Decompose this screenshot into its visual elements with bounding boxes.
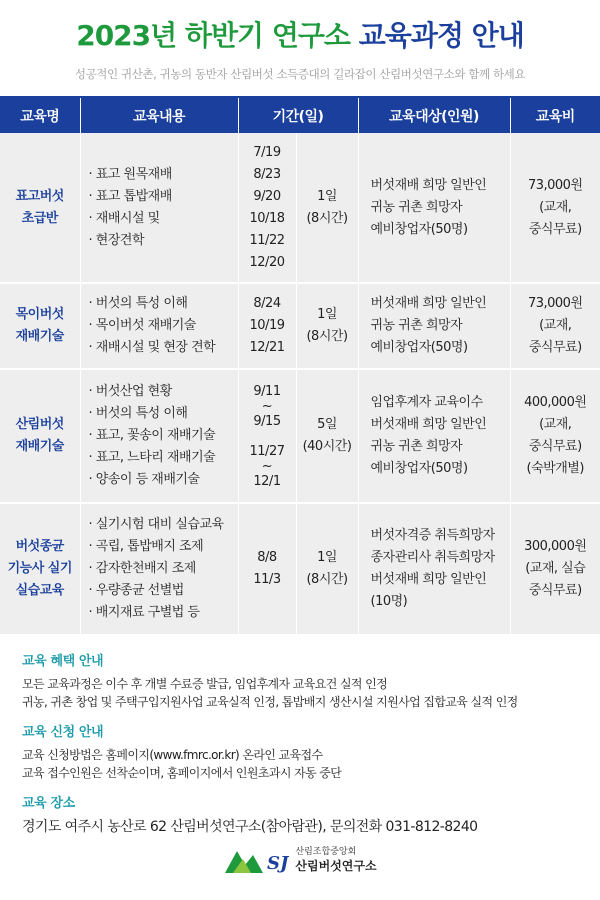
logo-text: SJ	[267, 853, 289, 874]
application-line: 교육 접수인원은 선착순이며, 홈페이지에서 인원초과시 자동 중단	[22, 766, 342, 780]
course-duration: 1일 (8시간)	[296, 503, 358, 635]
header-course-name: 교육명	[0, 98, 80, 133]
table-row	[0, 283, 600, 369]
course-duration: 1일 (8시간)	[296, 283, 358, 369]
content-item: · 표고 톱밥재배	[89, 186, 238, 208]
table-row	[0, 503, 600, 635]
benefits-title: 교육 혜택 안내	[22, 654, 104, 669]
course-table	[0, 98, 600, 636]
header-period: 기간(일)	[238, 98, 358, 133]
course-duration: 1일 (8시간)	[296, 133, 358, 283]
table-row	[0, 369, 600, 503]
course-name: 표고버섯 초급반	[0, 133, 80, 283]
application-line: 교육 신청방법은 홈페이지(www.fmrc.or.kr) 온라인 교육접수	[22, 748, 323, 762]
header	[0, 0, 600, 82]
info-section	[0, 636, 600, 837]
page-title	[12, 18, 588, 54]
content-item: · 재배시설 및	[89, 208, 238, 230]
content-item: · 버섯의 특성 이해	[89, 403, 238, 425]
org-name-block	[295, 846, 376, 874]
course-target: 버섯재배 희망 일반인 귀농 귀촌 희망자 예비창업자(50명)	[358, 283, 510, 369]
course-dates: 8/24 10/19 12/21	[238, 283, 296, 369]
org-parent-name: 산림조합중앙회	[295, 847, 357, 857]
application-section	[22, 721, 580, 782]
course-target: 임업후계자 교육이수 버섯재배 희망 일반인 귀농 귀촌 희망자 예비창업자(50명)	[358, 369, 510, 503]
content-item: · 양송이 등 재배기술	[89, 469, 238, 491]
content-item: · 재배시설 및 현장 견학	[89, 337, 238, 359]
header-fee: 교육비	[510, 98, 600, 133]
course-name: 목이버섯 재배기술	[0, 283, 80, 369]
application-title: 교육 신청 안내	[22, 725, 104, 740]
course-content	[80, 283, 238, 369]
course-content	[80, 503, 238, 635]
content-item: · 표고, 느타리 재배기술	[89, 447, 238, 469]
course-dates: 7/19 8/23 9/20 10/18 11/22 12/20	[238, 133, 296, 283]
course-target: 버섯자격증 취득희망자 종자관리사 취득희망자 버섯재배 희망 일반인 (10명)	[358, 503, 510, 635]
content-item: · 버섯산업 현황	[89, 381, 238, 403]
content-item: · 버섯의 특성 이해	[89, 293, 238, 315]
course-duration: 5일 (40시간)	[296, 369, 358, 503]
mushroom-logo-icon	[223, 843, 289, 877]
page-subtitle: 성공적인 귀산촌, 귀농의 동반자 산림버섯 소득증대의 길라잡이 산림버섯연구소와 함께 하세요	[74, 67, 526, 81]
content-item: · 배지재료 구별법 등	[89, 602, 238, 624]
table-header-row	[0, 98, 600, 133]
course-content	[80, 133, 238, 283]
course-fee: 73,000원 (교재, 중식무료)	[510, 283, 600, 369]
content-item: · 우량종균 선별법	[89, 580, 238, 602]
course-fee: 73,000원 (교재, 중식무료)	[510, 133, 600, 283]
course-name: 산림버섯 재배기술	[0, 369, 80, 503]
course-fee: 300,000원 (교재, 실습 중식무료)	[510, 503, 600, 635]
table-row	[0, 133, 600, 283]
content-item: · 목이버섯 재배기술	[89, 315, 238, 337]
title-year-part: 2023년 하반기 연구소	[76, 19, 359, 52]
content-item: · 감자한천배지 조제	[89, 558, 238, 580]
content-item: · 실기시험 대비 실습교육	[89, 514, 238, 536]
course-target: 버섯재배 희망 일반인 귀농 귀촌 희망자 예비창업자(50명)	[358, 133, 510, 283]
location-line: 경기도 여주시 농산로 62 산림버섯연구소(참아람관), 문의전화 031-812-8240	[22, 819, 478, 835]
org-logo	[223, 843, 376, 877]
benefits-line: 귀농, 귀촌 창업 및 주택구입지원사업 교육실적 인정, 톱밥배지 생산시설 지원사업 집합교육 실적 인정	[22, 695, 518, 709]
content-item: · 표고, 꽃송이 재배기술	[89, 425, 238, 447]
course-dates: 9/11 ~ 9/15 11/27 ~ 12/1	[238, 369, 296, 503]
content-item: · 표고 원목재배	[89, 164, 238, 186]
header-target: 교육대상(인원)	[358, 98, 510, 133]
content-item: · 현장견학	[89, 230, 238, 252]
title-course-part: 교육과정 안내	[358, 19, 524, 52]
location-section	[22, 792, 580, 837]
org-name: 산림버섯연구소	[295, 859, 377, 873]
footer	[0, 843, 600, 881]
location-title: 교육 장소	[22, 796, 75, 811]
header-content: 교육내용	[80, 98, 238, 133]
benefits-section	[22, 650, 580, 711]
content-item: · 곡립, 톱밥배지 조제	[89, 536, 238, 558]
course-fee: 400,000원 (교재, 중식무료) (숙박개별)	[510, 369, 600, 503]
benefits-line: 모든 교육과정은 이수 후 개별 수료증 발급, 임업후계자 교육요건 실적 인정	[22, 677, 388, 691]
course-content	[80, 369, 238, 503]
course-dates: 8/8 11/3	[238, 503, 296, 635]
course-name: 버섯종균 기능사 실기 실습교육	[0, 503, 80, 635]
